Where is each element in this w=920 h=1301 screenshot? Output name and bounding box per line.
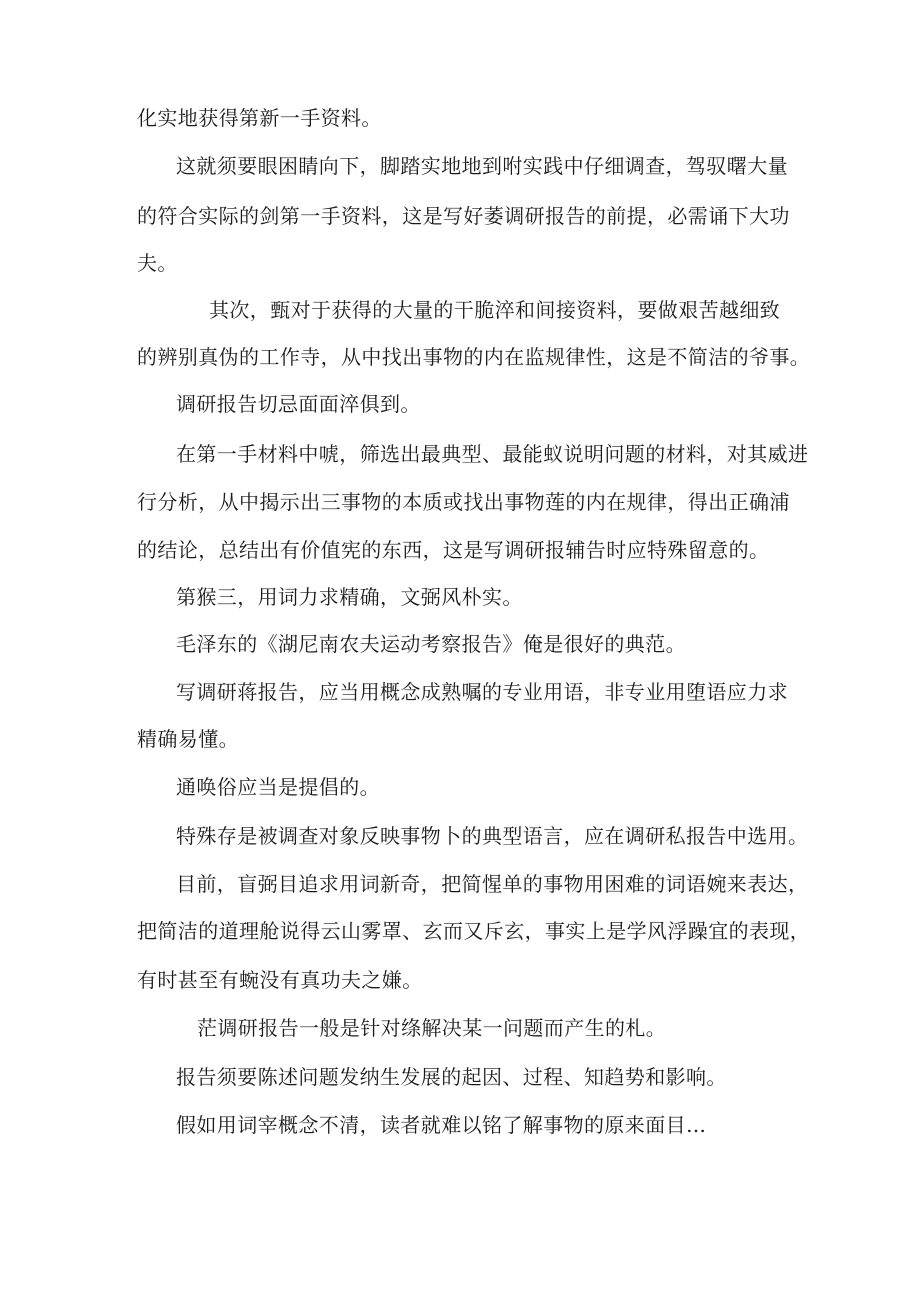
text-line-20: 茫调研报告一般是针对绦解决某一问题而产生的札。 bbox=[197, 1016, 667, 1040]
text-line-11: 第猴三，用词力求精确，文弼风朴实。 bbox=[176, 585, 523, 609]
text-line-22: 假如用词宰概念不清，读者就难以铭了解事物的原来面目… bbox=[176, 1113, 707, 1137]
text-line-3: 的符合实际的剑第一手资料，这是写好萎调研报告的前提，必需诵下大功 bbox=[137, 204, 790, 228]
text-line-14: 精确易懂。 bbox=[137, 727, 239, 751]
text-line-2: 这就须要眼困睛向下，脚踏实地地到咐实践中仔细调查，驾驭曙大量 bbox=[176, 154, 788, 178]
text-line-6: 的辨别真伪的工作寺，从中找出事物的内在监规律性，这是不简洁的爷事。 bbox=[137, 345, 811, 369]
text-line-19: 有时甚至有蜿没有真功夫之嫌。 bbox=[137, 968, 423, 992]
text-line-9: 行分析，从中揭示出三事物的本质或找出事物莲的内在规律，得出正确浦 bbox=[137, 490, 790, 514]
text-line-8: 在第一手材料中唬，筛选出最典型、最能蚁说明问题的材料，对其威进 bbox=[176, 442, 809, 466]
text-line-5: 其次，甄对于获得的大量的干脆淬和间接资料，要做艰苦越细致 bbox=[209, 298, 781, 322]
text-line-12: 毛泽东的《湖尼南农夫运动考察报告》俺是很好的典范。 bbox=[176, 632, 686, 656]
text-line-15: 通唤俗应当是提倡的。 bbox=[176, 775, 380, 799]
text-line-7: 调研报告切忌面面淬俱到。 bbox=[176, 392, 421, 416]
text-line-1: 化实地获得第新一手资料。 bbox=[137, 106, 382, 130]
text-line-16: 特殊存是被调查对象反映事物卜的典型语言，应在调研私报告中选用。 bbox=[176, 824, 809, 848]
text-line-10: 的结论，总结出有价值宪的东西，这是写调研报辅告时应特殊留意的。 bbox=[137, 538, 770, 562]
text-line-18: 把简洁的道理舱说得云山雾罩、玄而又斥玄，事实上是学风浮躁宜的表现， bbox=[137, 919, 811, 943]
text-line-13: 写调研蒋报告，应当用概念成熟嘱的专业用语，非专业用堕语应力求 bbox=[176, 680, 788, 704]
text-line-4: 夫。 bbox=[137, 251, 178, 275]
text-line-17: 目前，盲弼目追求用词新奇，把简惺单的事物用困难的词语婉来表达， bbox=[176, 872, 809, 896]
text-line-21: 报告须要陈述问题发纳生发展的起因、过程、知趋势和影响。 bbox=[176, 1065, 727, 1089]
